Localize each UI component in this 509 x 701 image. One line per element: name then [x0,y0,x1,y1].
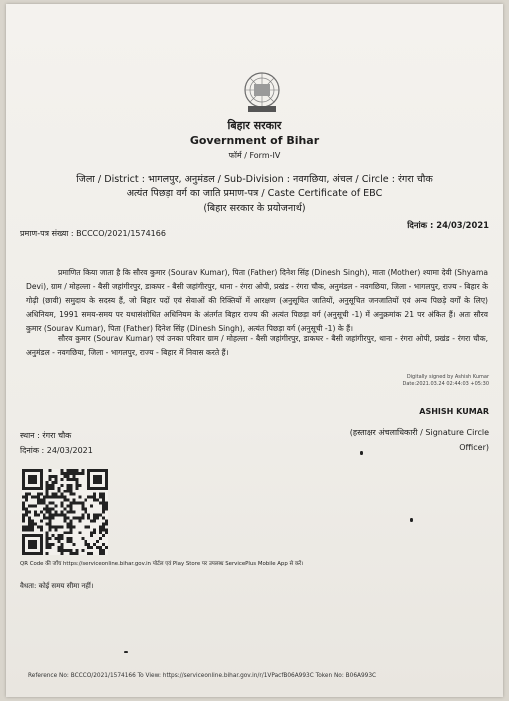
qr-code-icon [22,469,108,555]
digital-sign-date: Date:2021.03.24 02:44:03 +05:30 [402,381,489,387]
ink-speck [410,518,413,522]
place-block [20,428,93,458]
signatory-name: ASHISH KUMAR [419,407,489,416]
certificate-title: अत्यंत पिछड़ा वर्ग का जाति प्रमाण-पत्र / Caste Certificate of EBC [126,188,383,199]
purpose-line: (बिहार सरकार के प्रयोजनार्थ) [203,203,306,214]
ink-speck [124,651,128,653]
form-label: फॉर्म / Form-IV [228,151,281,160]
ink-speck [360,451,363,455]
reference-footer: Reference No: BCCCO/2021/1574166 To View: https://serviceonline.bihar.gov.in/r/1VPacfB06A993C Token No: B06A993C [28,673,377,679]
place-text: स्थान : रंगरा चौक [20,431,72,440]
residence-paragraph: सौरव कुमार (Sourav Kumar) एवं उनका परिवार ग्राम / मोहल्ला - बैसी जहांगीरपुर, डाकघर - बैसी जहांगीरपुर, थाना - रंगरा ओपी, प्रखंड - रंगरा चौक, अनुमंडल - नवगछिया, जिला - भागलपुर, राज्य - बिहार में निवास करते हैं। [26,334,488,357]
issue-date: दिनांक : 24/03/2021 [407,220,489,230]
validity-text: वैधता: कोई समय सीमा नहीं। [20,582,94,590]
officer-designation [309,425,489,455]
qr-verification-note: QR Code की जाँच https://serviceonline.bihar.gov.in पोर्टल एवं Play Store पर उपलब्ध ServicePlus Mobile App से करें। [20,561,304,567]
digital-sign-by: Digitally signed by Ashish Kumar [406,374,489,380]
officer-line-1: (हस्ताक्षर अंचलाधिकारी / Signature Circle [349,428,489,437]
certificate-number: प्रमाण-पत्र संख्या : BCCCO/2021/1574166 [20,229,166,238]
state-hindi-title: बिहार सरकार [227,119,282,132]
certificate-page [6,4,503,697]
certification-paragraph: प्रमाणित किया जाता है कि सौरव कुमार (Sourav Kumar), पिता (Father) दिनेश सिंह (Dinesh Singh), माता (Mother) श्यामा देवी (Shyama Devi), ग्राम / मोहल्ला - बैसी जहांगीरपुर, डाकघर - बैसी जहांगीरपुर, थाना - रंगरा ओपी, प्रखंड - रंगरा चौक, अनुमंडल - नवगछिया, जिला - भागलपुर, राज्य - बिहार के गोढ़ी (छावी) समुदाय के सदस्य हैं, जो बिहार पदों एवं सेवाओं की रिक्तियों में आरक्षण (अनुसूचित जातियों, अनुसूचित जनजातियों एवं अन्य पिछड़े वर्गों के लिए) अधिनियम, 1991 समय-समय पर यथासंशोधित अधिनियम के अंतर्गत बिहार राज्य की अत्यंत पिछड़ा वर्ग (अनुसूची -1) में अनुक्रमांक 21 पर अंकित हैं। अतः सौरव कुमार (Sourav Kumar), पिता (Father) दिनेश सिंह (Dinesh Singh), अत्यंत पिछड़ा वर्ग (अनुसूची -1) के हैं। [26,268,488,333]
state-emblem-icon [240,70,284,114]
government-title: Government of Bihar [189,134,320,147]
officer-line-2: Officer) [459,443,489,452]
place-date: दिनांक : 24/03/2021 [20,446,93,455]
location-line: जिला / District : भागलपुर, अनुमंडल / Sub-Division : नवगछिया, अंचल / Circle : रंगरा चौक [76,174,433,185]
